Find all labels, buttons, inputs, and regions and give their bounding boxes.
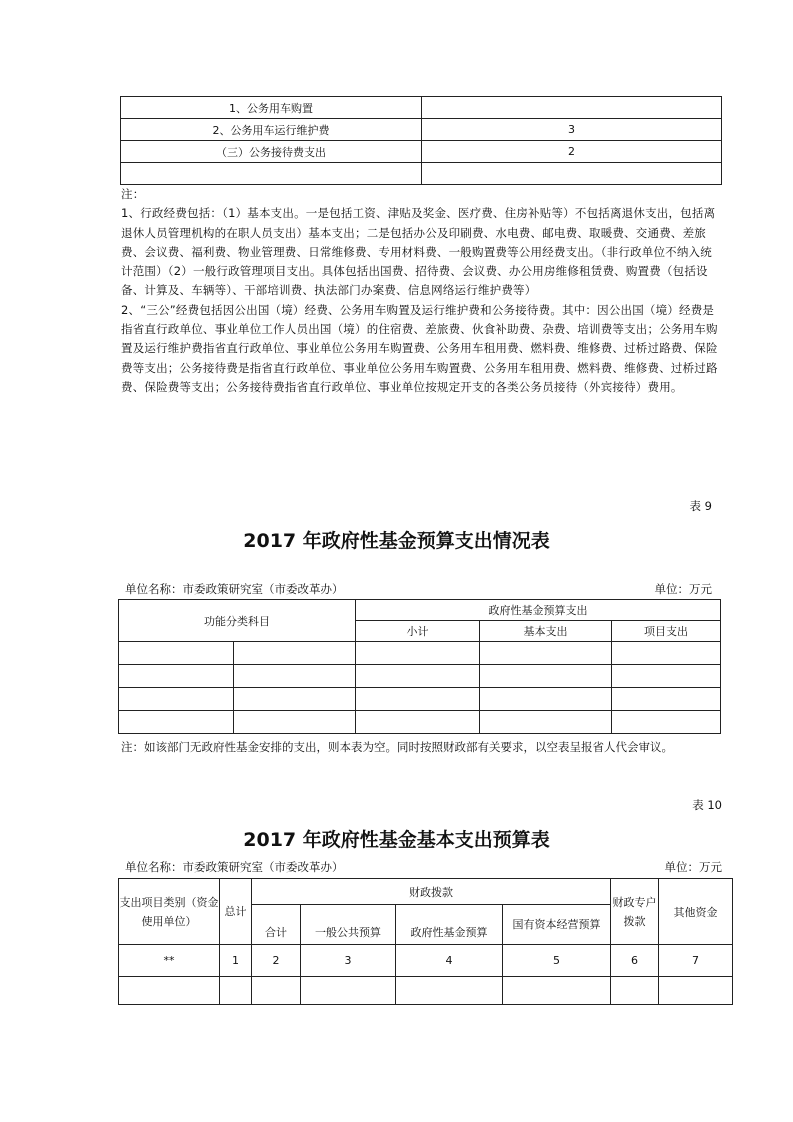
table10-sub-general: 一般公共预算 [301,905,396,945]
row-label: 1、公务用车购置 [121,97,422,119]
table10-sub-fund: 政府性基金预算 [396,905,503,945]
row-value [422,163,722,185]
table9-header-project: 项目支出 [612,621,721,642]
note-paragraph-2: 2、“三公”经费包括因公出国（境）经费、公务用车购置及运行维护费和公务接待费。其中：因公出国（境）经费是指省直行政单位、事业单位工作人员出国（境）的住宿费、差旅费、伙食补助费、杂费、培训费等支出；公务用车购置及运行维护费指省直行政单位、事业单位公务用车购置费、公务用车租用费、燃料费、维修费、过桥过路费、保险费等支出；公务接待费是指省直行政单位、事业单位公务用车购置费、公务用车租用费、燃料费、维修费、过桥过路费、保险费等支出；公务接待费指省直行政单位、事业单位按规定开支的各类公务员接待（外宾接待）费用。 [121,302,718,394]
table10-unit: 单位：万元 [664,860,722,874]
table10-sub-state-capital: 国有资本经营预算 [503,905,611,945]
table10 [118,878,733,1005]
table10-header-finance: 财政拨款 [252,879,611,905]
table9-header-basic: 基本支出 [480,621,612,642]
table10-num-cell: 3 [301,945,396,977]
top-table [120,96,722,185]
table9 [118,599,721,734]
row-value: 2 [422,141,722,163]
table-row [121,97,722,119]
row-label [121,163,422,185]
table-row [119,665,721,688]
table10-header-special: 财政专户拨款 [611,879,659,945]
table-row [119,688,721,711]
table9-unit-name: 单位名称：市委政策研究室（市委改革办） [125,582,344,596]
row-label: （三）公务接待费支出 [121,141,422,163]
table9-unit: 单位：万元 [654,582,712,596]
table9-note: 注：如该部门无政府性基金安排的支出，则本表为空。同时按照财政部有关要求，以空表呈报省人代会审议。 [121,740,673,754]
table10-num-cell: 1 [220,945,252,977]
table-row [119,945,733,977]
row-value: 3 [422,119,722,141]
table10-num-cell: ** [119,945,220,977]
table10-num-cell: 7 [659,945,733,977]
table10-num-cell: 4 [396,945,503,977]
note-paragraph-1: 1、行政经费包括：（1）基本支出。一是包括工资、津贴及奖金、医疗费、住房补贴等）不包括离退休支出，包括离退休人员管理机构的在职人员支出）基本支出；二是包括办公及印刷费、水电费、邮电费、取暖费、交通费、差旅费、会议费、福利费、物业管理费、日常维修费、专用材料费、一般购置费等公用经费支出。（非行政单位不纳入统计范围）（2）一般行政管理项目支出。具体包括出国费、招待费、会议费、办公用房维修租赁费、购置费（包括设备、计算及、车辆等）、干部培训费、执法部门办案费、信息网络运行维护费等） [121,206,716,298]
table-row [119,642,721,665]
table10-num-cell: 5 [503,945,611,977]
table9-number: 表 9 [689,499,712,513]
notes-heading: 注： [121,187,145,201]
notes-block [121,185,721,397]
row-label: 2、公务用车运行维护费 [121,119,422,141]
table10-header-total: 总计 [220,879,252,945]
table9-title: 2017 年政府性基金预算支出情况表 [243,530,550,552]
row-value [422,97,722,119]
table10-num-cell: 2 [252,945,301,977]
table-row [119,977,733,1005]
table-row [121,119,722,141]
table10-unit-name: 单位名称：市委政策研究室（市委改革办） [125,860,344,874]
table10-num-cell: 6 [611,945,659,977]
table9-header-group: 政府性基金预算支出 [356,600,721,621]
table-row [121,141,722,163]
table10-header-item: 支出项目类别（资金使用单位） [119,879,220,945]
table10-sub-sum: 合计 [252,905,301,945]
table-row [121,163,722,185]
table-row [119,711,721,734]
table9-header-subtotal: 小计 [356,621,480,642]
table9-header-function: 功能分类科目 [119,600,356,642]
table10-number: 表 10 [692,798,722,812]
table10-title: 2017 年政府性基金基本支出预算表 [243,829,550,851]
table10-header-other: 其他资金 [659,879,733,945]
